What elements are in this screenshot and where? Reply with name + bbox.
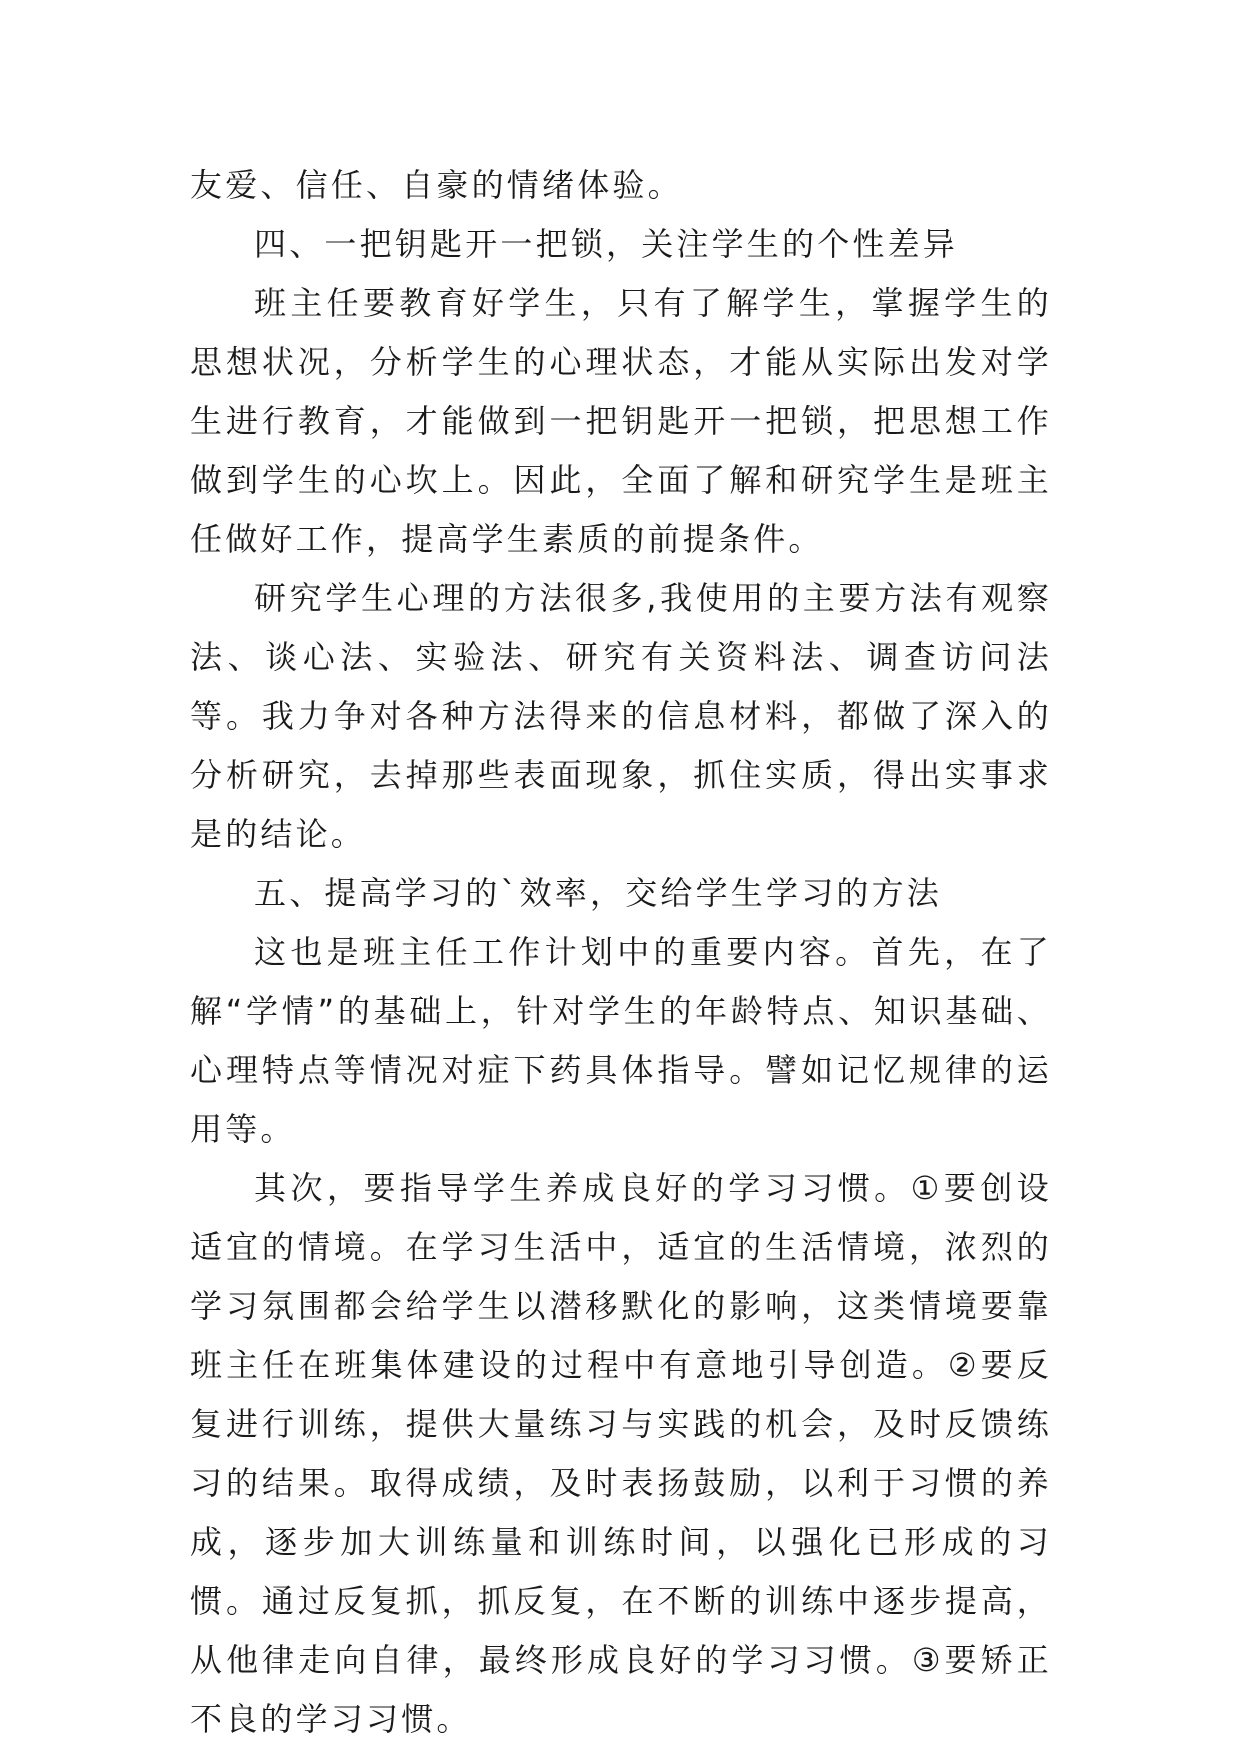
paragraph: 这也是班主任工作计划中的重要内容。首先，在了解“学情”的基础上，针对学生的年龄特点、知识基础、心理特点等情况对症下药具体指导。譬如记忆规律的运用等。 bbox=[190, 933, 1052, 1148]
section-heading-five: 五、提高学习的`效率，交给学生学习的方法 bbox=[254, 874, 943, 912]
paragraph: 研究学生心理的方法很多,我使用的主要方法有观察法、谈心法、实验法、研究有关资料法、调查访问法等。我力争对各种方法得来的信息材料，都做了深入的分析研究，去掉那些表面现象，抓住实质，得出实事求是的结论。 bbox=[190, 579, 1052, 853]
paragraph-continuation: 友爱、信任、自豪的情绪体验。 bbox=[190, 166, 683, 204]
paragraph: 其次，要指导学生养成良好的学习习惯。①要创设适宜的情境。在学习生活中，适宜的生活情境，浓烈的学习氛围都会给学生以潜移默化的影响，这类情境要靠班主任在班集体建设的过程中有意地引导创造。②要反复进行训练，提供大量练习与实践的机会，及时反馈练习的结果。取得成绩，及时表扬鼓励，以利于习惯的养成，逐步加大训练量和训练时间，以强化已形成的习惯。通过反复抓，抓反复，在不断的训练中逐步提高，从他律走向自律，最终形成良好的学习习惯。③要矫正不良的学习习惯。 bbox=[190, 1169, 1052, 1738]
document-body bbox=[190, 156, 1052, 1749]
section-heading-four: 四、一把钥匙开一把锁，关注学生的个性差异 bbox=[254, 225, 959, 263]
paragraph: 班主任要教育好学生，只有了解学生，掌握学生的思想状况，分析学生的心理状态，才能从实际出发对学生进行教育，才能做到一把钥匙开一把锁，把思想工作做到学生的心坎上。因此，全面了解和研究学生是班主任做好工作，提高学生素质的前提条件。 bbox=[190, 284, 1052, 558]
